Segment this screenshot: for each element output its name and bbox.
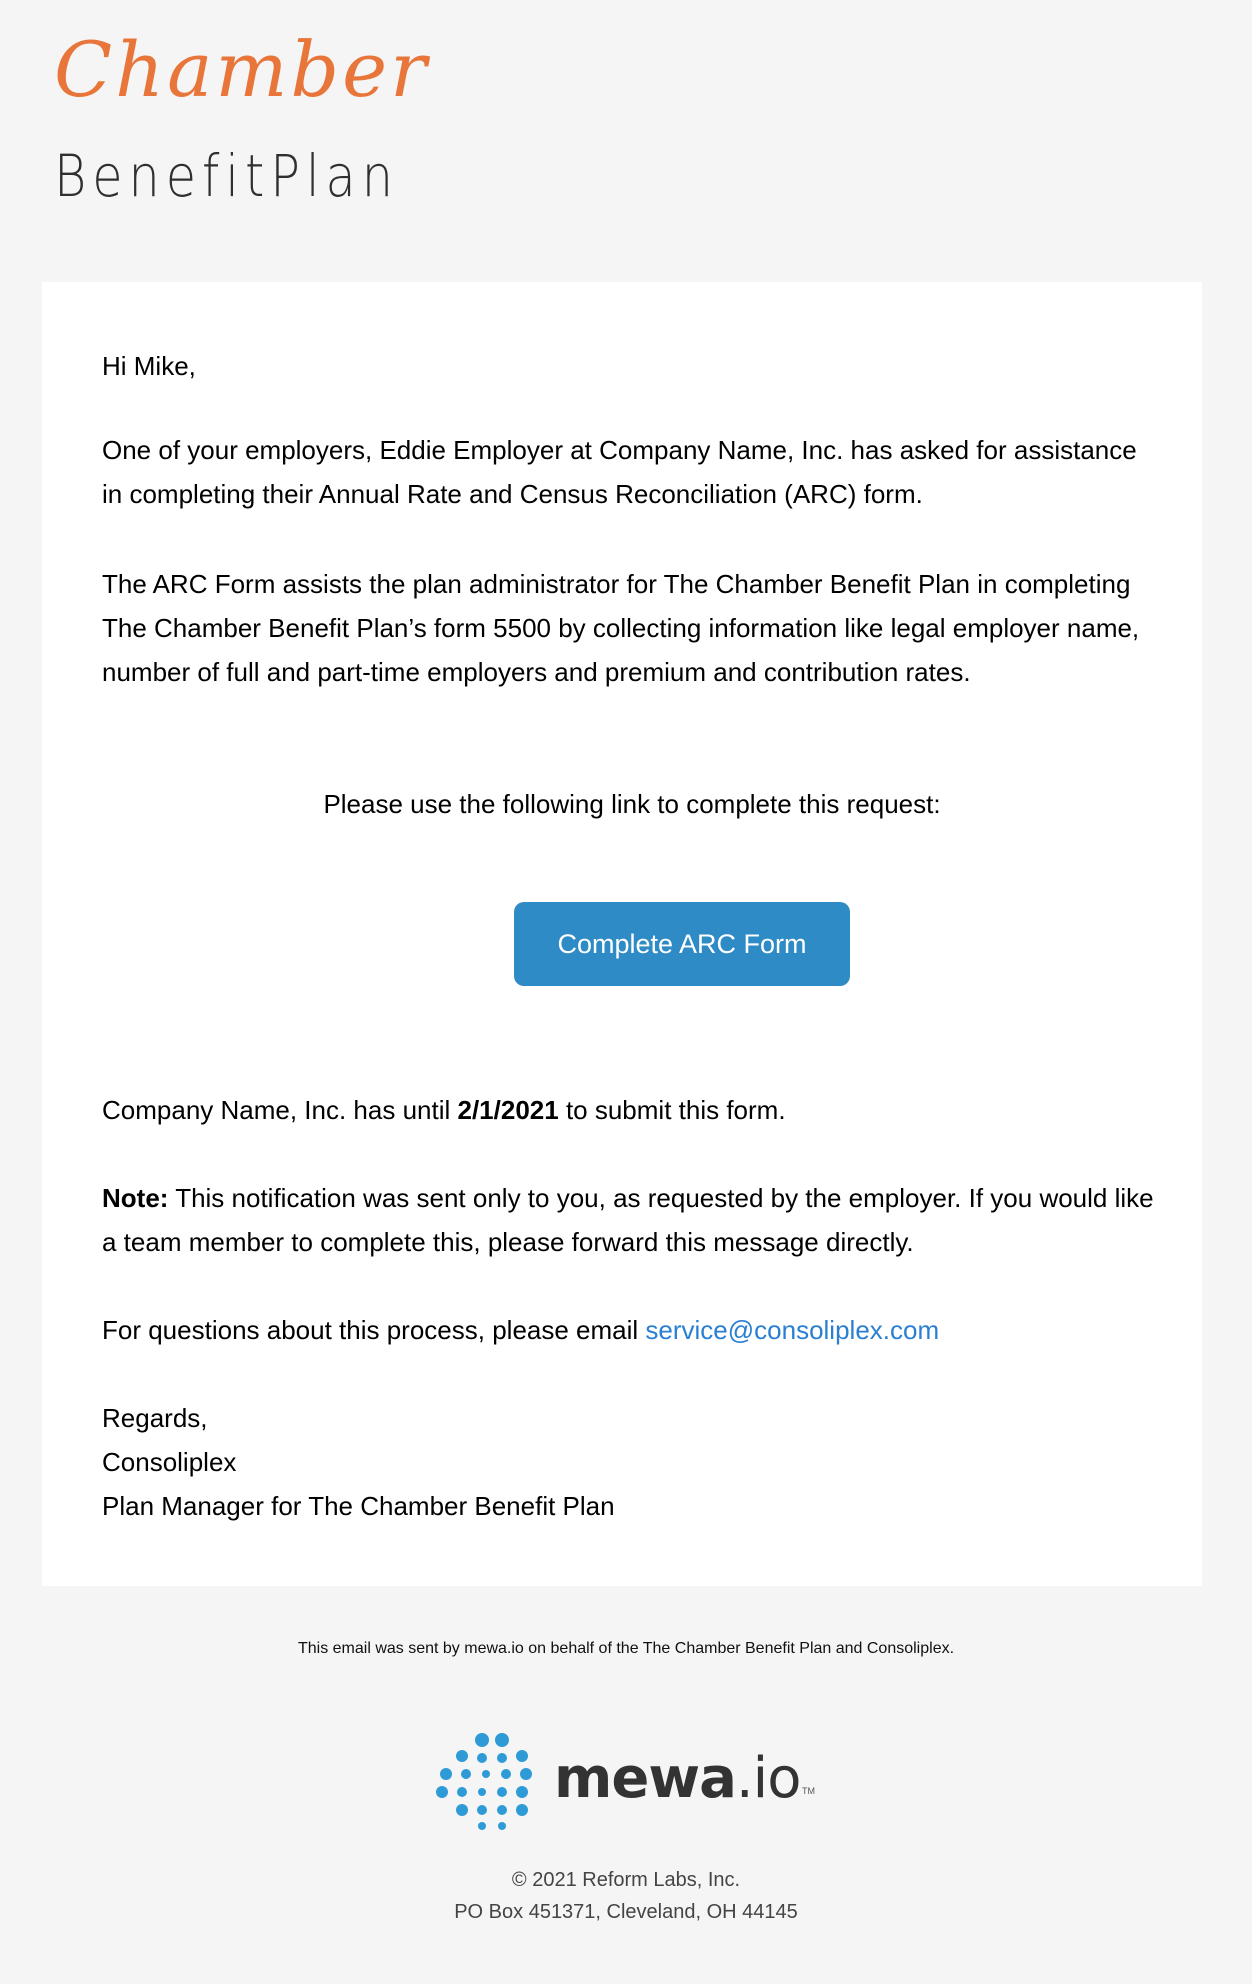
mewa-wordmark xyxy=(554,1744,800,1814)
note-label: Note: xyxy=(102,1183,169,1213)
questions-prefix: For questions about this process, please email xyxy=(102,1315,646,1345)
mewa-trademark: TM xyxy=(802,1786,815,1796)
note-text: This notification was sent only to you, as requested by the employer. If you would like a team member to complete this, please forward this message directly. xyxy=(102,1183,1154,1257)
copyright-text: © 2021 Reform Labs, Inc. xyxy=(511,1869,741,1891)
deadline-text xyxy=(102,1088,1162,1132)
sender-title: Plan Manager for The Chamber Benefit Plan xyxy=(102,1491,615,1521)
intro-paragraph: One of your employers, Eddie Employer at Company Name, Inc. has asked for assistance in completing their Annual Rate and Census Reconciliation (ARC) form. xyxy=(102,435,1137,509)
note-paragraph xyxy=(102,1176,1162,1264)
deadline-prefix: Company Name, Inc. has until xyxy=(102,1095,458,1125)
arc-description-paragraph: The ARC Form assists the plan administrator for The Chamber Benefit Plan in completing The Chamber Benefit Plan’s form 5500 by collecting information like legal employer name, number of full and part-time employers and premium and contribution rates. xyxy=(102,569,1140,687)
questions-paragraph xyxy=(102,1308,1162,1352)
complete-arc-form-button[interactable]: Complete ARC Form xyxy=(514,902,850,986)
mewa-dots-icon xyxy=(430,1730,550,1830)
greeting: Hi Mike, xyxy=(102,351,196,381)
chamber-benefit-plan-logo xyxy=(54,10,454,210)
deadline-suffix: to submit this form. xyxy=(558,1095,786,1125)
signoff: Regards, xyxy=(102,1403,208,1433)
mewa-logo xyxy=(430,1730,830,1830)
sender-name: Consoliplex xyxy=(102,1447,237,1477)
footer-address-block xyxy=(0,1864,1252,1928)
email-card xyxy=(42,282,1202,1586)
mewa-wordmark-light: .io xyxy=(735,1746,801,1811)
service-email-link[interactable]: service@consoliplex.com xyxy=(645,1315,940,1345)
logo-benefitplan-text: BenefitPlan xyxy=(54,142,399,210)
logo-chamber-text: Chamber xyxy=(54,25,430,114)
deadline-date: 2/1/2021 xyxy=(457,1095,559,1125)
sent-by-note: This email was sent by mewa.io on behalf of the The Chamber Benefit Plan and Consoliplex. xyxy=(297,1640,955,1657)
mewa-wordmark-bold: mewa xyxy=(554,1746,736,1811)
postal-address: PO Box 451371, Cleveland, OH 44145 xyxy=(454,1901,798,1923)
link-prompt: Please use the following link to complete this request: xyxy=(323,789,941,819)
